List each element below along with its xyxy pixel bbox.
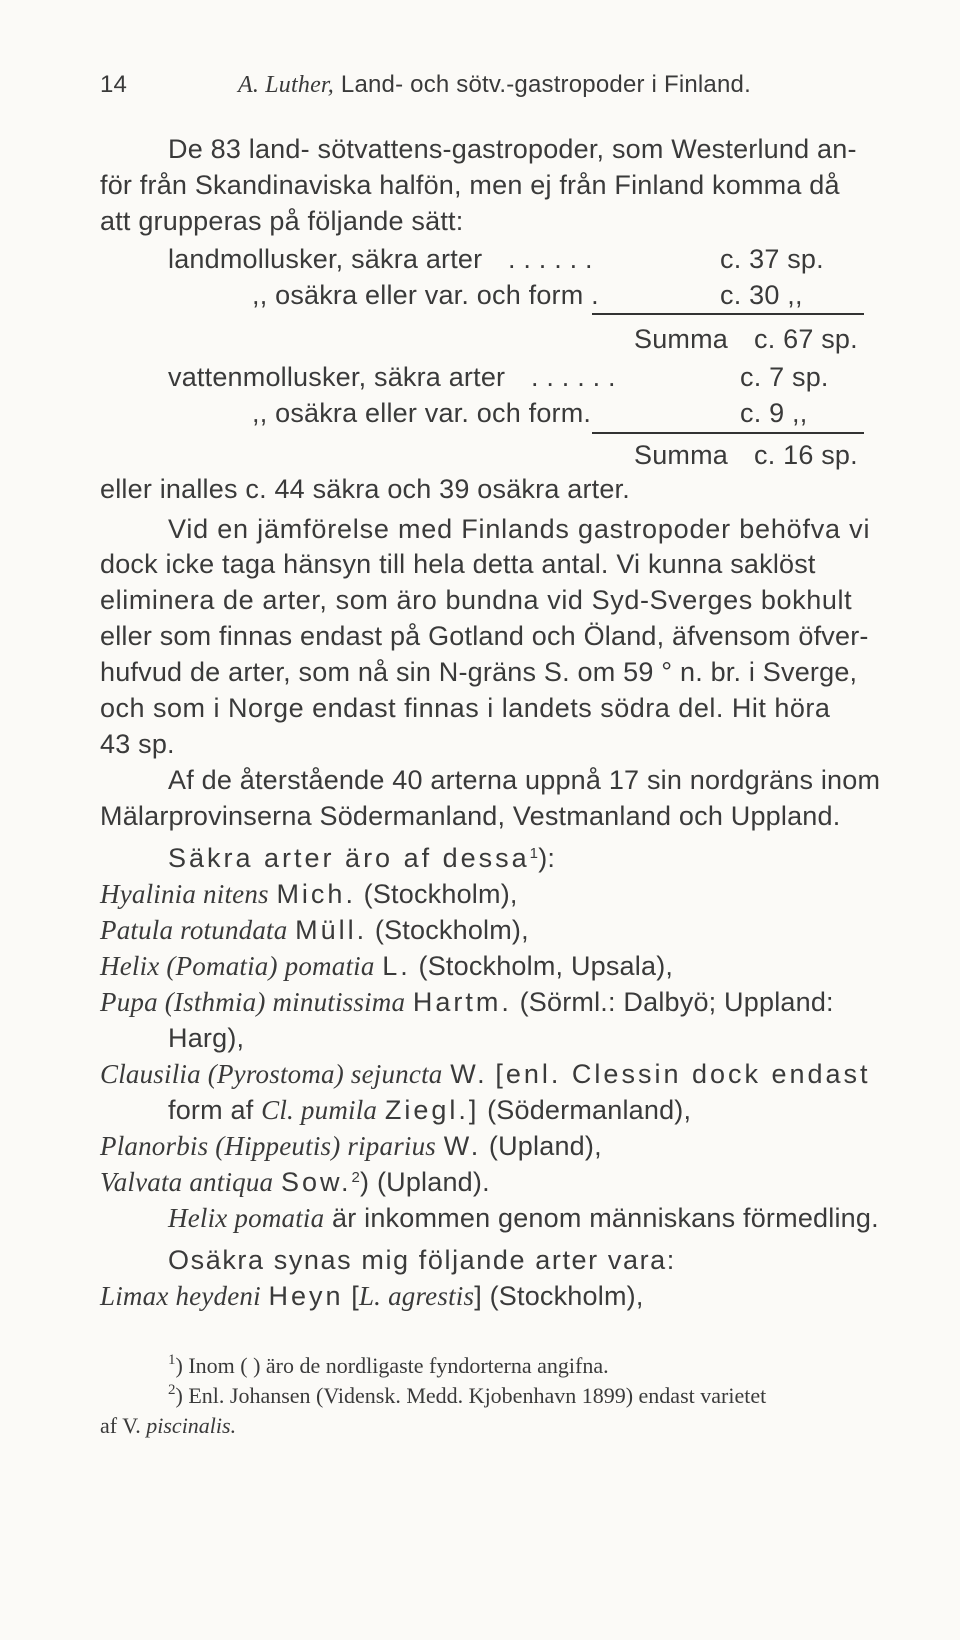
species-item	[100, 1057, 871, 1091]
species-locality: (Upland),	[488, 1131, 602, 1161]
para3-line-1: Af de återstående 40 arterna uppnå 17 sin nordgräns inom	[168, 765, 881, 795]
para2-line-1: Vid en jämförelse med Finlands gastropoder behöfva vi	[168, 514, 871, 544]
table-land-sum-label: Summa	[634, 324, 729, 354]
footnote-ref-1: 1	[529, 845, 539, 862]
header-author: A. Luther,	[238, 72, 335, 98]
unsafe-species-heading: Osäkra synas mig följande arter vara:	[168, 1245, 676, 1275]
species-name: Helix (Pomatia) pomatia	[100, 951, 375, 981]
intro-line-1: De 83 land- sötvattens-gastropoder, som Westerlund an-	[168, 134, 857, 164]
species-locality: (Sörml.: Dalbyö; Uppland:	[519, 987, 834, 1017]
locality-post: (Södermanland),	[487, 1095, 692, 1125]
species-name: Patula rotundata	[100, 915, 288, 945]
table-land-safe-count: c. 37 sp.	[720, 244, 824, 274]
table-land-sum-count: c. 67 sp.	[754, 324, 858, 354]
footnote-1	[168, 1352, 609, 1380]
locality-species-name: Cl. pumila	[261, 1095, 378, 1125]
species-locality: ) (Upland).	[360, 1167, 490, 1197]
species-locality: [enl. Clessin dock endast	[495, 1059, 871, 1089]
para2-line-6: och som i Norge endast finnas i landets södra del. Hit höra	[100, 693, 831, 723]
helix-note-name: Helix pomatia	[168, 1203, 325, 1233]
safe-heading-text: Säkra arter äro af dessa	[168, 843, 530, 873]
page-number: 14	[100, 71, 128, 98]
footnote-2-cont-name: piscinalis.	[146, 1413, 237, 1438]
species-locality: (Stockholm),	[489, 1281, 644, 1311]
species-author: Mich.	[276, 879, 356, 909]
species-item	[100, 1165, 490, 1199]
table-water-safe-count: c. 7 sp.	[740, 362, 829, 392]
species-name: Planorbis (Hippeutis) riparius	[100, 1131, 437, 1161]
species-synonym: L. agrestis	[358, 1281, 475, 1311]
species-name: Pupa (Isthmia) minutissima	[100, 987, 406, 1017]
table-water-sum-label: Summa	[634, 440, 729, 470]
locality-author: Ziegl.]	[384, 1095, 480, 1125]
table-water-unsafe-label: ,, osäkra eller var. och form.	[252, 398, 592, 428]
species-locality-continued: Harg),	[168, 1023, 245, 1053]
footnote-1-mark: 1	[168, 1352, 176, 1368]
para2-line-3: eliminera de arter, som äro bundna vid Syd-Sverges bokhult	[100, 585, 853, 615]
footnote-ref-2: 2	[351, 1169, 361, 1186]
unsafe-species-item	[100, 1279, 644, 1313]
table-land-unsafe-label: ,, osäkra eller var. och form .	[252, 280, 599, 310]
species-locality-continued	[168, 1093, 691, 1127]
species-item	[100, 949, 673, 983]
species-name: Valvata antiqua	[100, 1167, 274, 1197]
para2-line-7: 43 sp.	[100, 729, 175, 759]
footnote-2-cont-pre: af V.	[100, 1413, 141, 1438]
bracket-close: ]	[474, 1281, 482, 1311]
species-author: L.	[382, 951, 411, 981]
footnote-2-continued	[100, 1412, 236, 1440]
table-land-unsafe-count: c. 30 ,,	[720, 280, 803, 310]
running-header	[238, 68, 751, 102]
species-item	[100, 985, 834, 1019]
table-water-safe-label: vattenmollusker, säkra arter	[168, 362, 506, 392]
species-author: W.	[450, 1059, 488, 1089]
table-land-safe-dots: . . . . . .	[508, 244, 593, 274]
table-water-safe-dots: . . . . . .	[531, 362, 616, 392]
species-author: Müll.	[295, 915, 368, 945]
species-author: Sow.	[280, 1167, 352, 1197]
helix-note	[168, 1201, 879, 1235]
species-item	[100, 877, 518, 911]
para2-line-5: hufvud de arter, som nå sin N-gräns S. om 59 ° n. br. i Sverge,	[100, 657, 858, 687]
footnote-2-text: ) Enl. Johansen (Vidensk. Medd. Kjobenhavn 1899) endast varietet	[175, 1383, 767, 1408]
species-author: W.	[443, 1131, 482, 1161]
table-land-safe-label: landmollusker, säkra arter	[168, 244, 483, 274]
footnote-2-mark: 2	[168, 1382, 176, 1398]
species-locality: (Stockholm),	[363, 879, 518, 909]
para2-line-4: eller som finnas endast på Gotland och Öland, äfvensom öfver-	[100, 621, 869, 651]
intro-line-2: för från Skandinaviska halfön, men ej från Finland komma då	[100, 170, 840, 200]
para3-line-2: Mälarprovinserna Södermanland, Vestmanland och Uppland.	[100, 801, 841, 831]
locality-pre: form af	[168, 1095, 254, 1125]
species-name: Clausilia (Pyrostoma) sejuncta	[100, 1059, 443, 1089]
header-title: Land- och sötv.-gastropoder i Finland.	[340, 71, 751, 98]
table-water-sum-count: c. 16 sp.	[754, 440, 858, 470]
footnote-1-text: ) Inom ( ) äro de nordligaste fyndorterna angifna.	[175, 1353, 609, 1378]
species-author: Heyn	[268, 1281, 344, 1311]
sum-rule-land	[592, 313, 864, 315]
safe-species-heading	[168, 841, 555, 875]
sum-rule-water	[592, 432, 864, 434]
species-name: Limax heydeni	[100, 1281, 261, 1311]
species-name: Hyalinia nitens	[100, 879, 269, 909]
intro-line-3: att grupperas på följande sätt:	[100, 206, 464, 236]
table-total: eller inalles c. 44 säkra och 39 osäkra arter.	[100, 474, 630, 504]
species-locality: (Stockholm),	[374, 915, 529, 945]
bracket-open: [	[351, 1281, 359, 1311]
helix-note-text: är inkommen genom människans förmedling.	[332, 1203, 879, 1233]
table-water-unsafe-count: c. 9 ,,	[740, 398, 808, 428]
species-locality: (Stockholm, Upsala),	[418, 951, 674, 981]
para2-line-2: dock icke taga hänsyn till hela detta antal. Vi kunna saklöst	[100, 549, 816, 579]
species-item	[100, 913, 529, 947]
footnote-2	[168, 1382, 766, 1410]
species-author: Hartm.	[412, 987, 512, 1017]
safe-heading-end: ):	[538, 843, 556, 873]
species-item	[100, 1129, 602, 1163]
